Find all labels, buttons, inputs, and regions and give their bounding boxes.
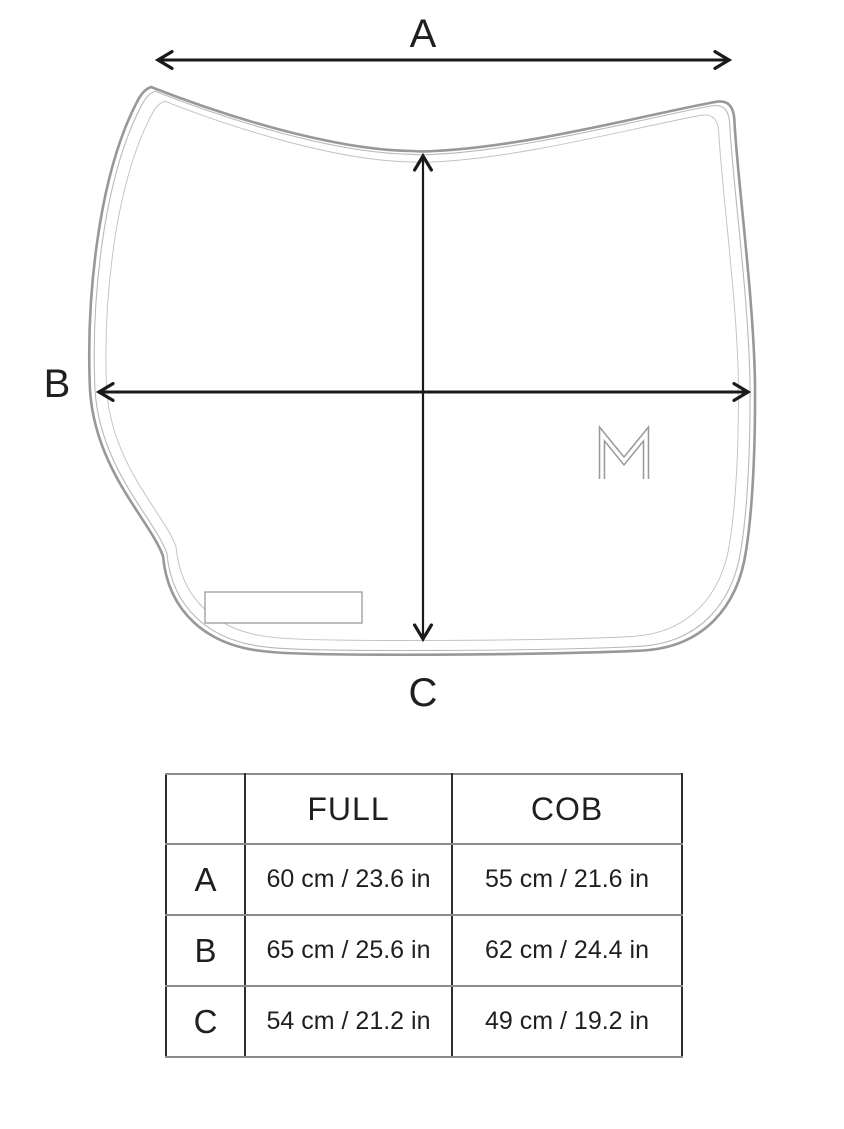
size-table: [165, 773, 683, 1058]
header-cob: COB: [452, 774, 682, 844]
row-label-b: B: [166, 915, 245, 986]
brand-label-tag: [205, 592, 362, 623]
cell-c-full: 54 cm / 21.2 in: [245, 986, 452, 1057]
cell-a-cob: 55 cm / 21.6 in: [452, 844, 682, 915]
table-row-a: [166, 844, 682, 915]
table-row-b: [166, 915, 682, 986]
dimension-label-c: C: [408, 671, 438, 715]
header-full: FULL: [245, 774, 452, 844]
dimension-label-b: B: [43, 362, 71, 406]
table-header-row: [166, 774, 682, 844]
row-label-c: C: [166, 986, 245, 1057]
dimension-label-a: A: [409, 12, 437, 56]
row-label-a: A: [166, 844, 245, 915]
cell-b-full: 65 cm / 25.6 in: [245, 915, 452, 986]
cell-a-full: 60 cm / 23.6 in: [245, 844, 452, 915]
header-empty-cell: [166, 774, 245, 844]
cell-b-cob: 62 cm / 24.4 in: [452, 915, 682, 986]
table-row-c: [166, 986, 682, 1057]
cell-c-cob: 49 cm / 19.2 in: [452, 986, 682, 1057]
